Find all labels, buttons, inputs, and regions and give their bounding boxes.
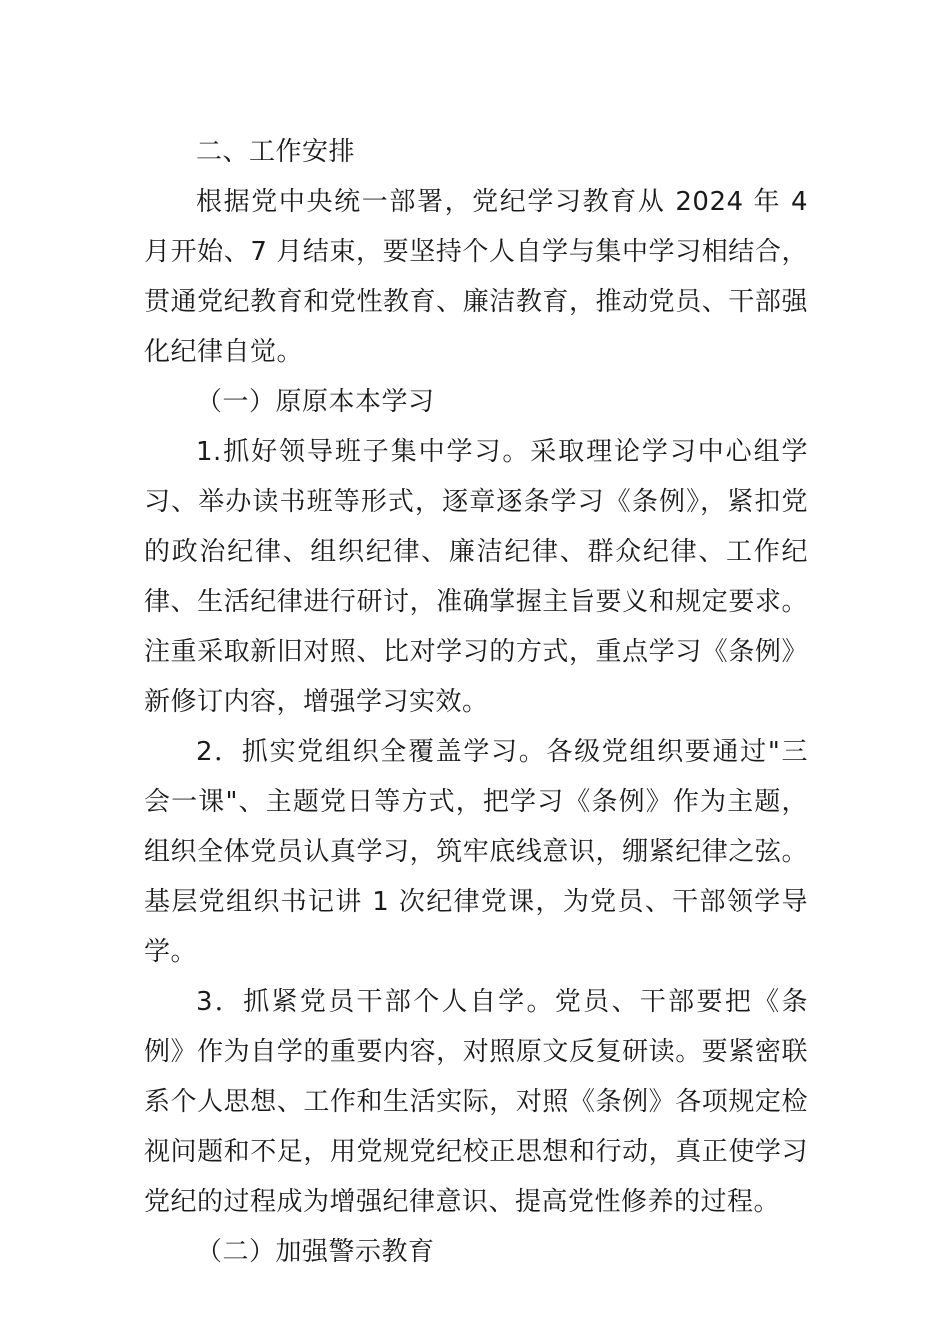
paragraph-intro: 根据党中央统一部署，党纪学习教育从 2024 年 4 月开始、7 月结束，要坚持个人自学与集中学习相结合，贯通党纪教育和党性教育、廉洁教育，推动党员、干部强化纪律自觉。	[144, 187, 808, 367]
paragraph-item-1: 1.抓好领导班子集中学习。采取理论学习中心组学习、举办读书班等形式，逐章逐条学习《条例》，紧扣党的政治纪律、组织纪律、廉洁纪律、群众纪律、工作纪律、生活纪律进行研讨，准确掌握主旨要义和规定要求。注重采取新旧对照、比对学习的方式，重点学习《条例》新修订内容，增强学习实效。	[144, 437, 808, 717]
section-heading-work-arrangement: 二、工作安排	[196, 137, 356, 167]
paragraph-item-2: 2．抓实党组织全覆盖学习。各级党组织要通过"三会一课"、主题党日等方式，把学习《条例》作为主题，组织全体党员认真学习，筑牢底线意识，绷紧纪律之弦。基层党组织书记讲 1 次纪律党课，为党员、干部领学导学。	[144, 737, 808, 967]
paragraph-item-3: 3．抓紧党员干部个人自学。党员、干部要把《条例》作为自学的重要内容，对照原文反复研读。要紧密联系个人思想、工作和生活实际，对照《条例》各项规定检视问题和不足，用党规党纪校正思想和行动，真正使学习党纪的过程成为增强纪律意识、提高党性修养的过程。	[144, 987, 808, 1217]
subsection-heading-1: （一）原原本本学习	[196, 387, 435, 417]
document-body	[144, 127, 808, 1277]
subsection-heading-2: （二）加强警示教育	[196, 1237, 435, 1267]
